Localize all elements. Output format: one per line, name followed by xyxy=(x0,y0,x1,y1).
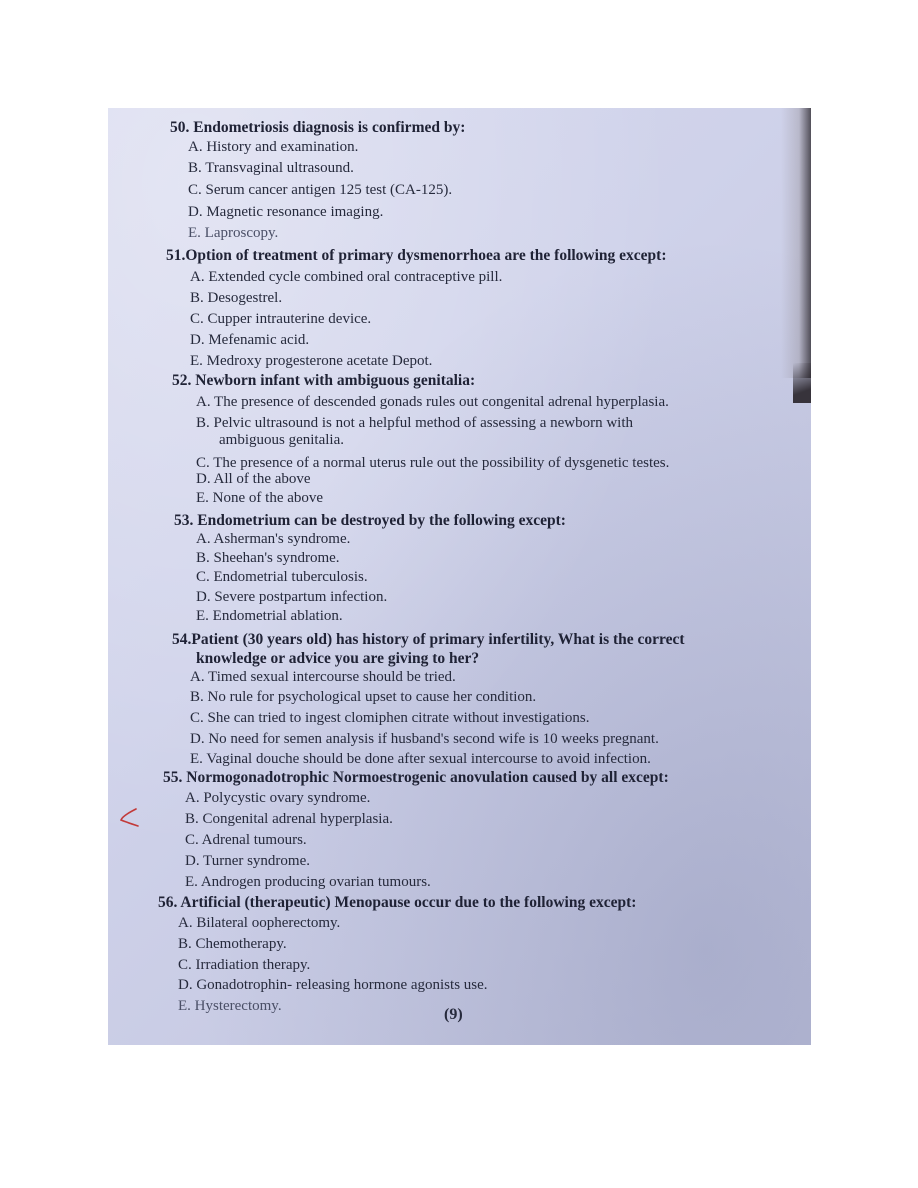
question-53-option-d: D. Severe postpartum infection. xyxy=(196,589,388,605)
question-55-title: 55. Normogonadotrophic Normoestrogenic anovulation caused by all except: xyxy=(163,769,669,786)
question-55-option-b: B. Congenital adrenal hyperplasia. xyxy=(185,811,393,827)
question-53-option-a: A. Asherman's syndrome. xyxy=(196,531,351,547)
question-53-title: 53. Endometrium can be destroyed by the following except: xyxy=(174,512,566,529)
pen-mark-icon xyxy=(116,805,142,831)
question-52-option-b: B. Pelvic ultrasound is not a helpful method of assessing a newborn with xyxy=(196,415,634,431)
question-54-title: 54.Patient (30 years old) has history of primary infertility, What is the correct xyxy=(172,631,685,648)
question-55-option-a: A. Polycystic ovary syndrome. xyxy=(185,790,371,806)
question-55-option-e: E. Androgen producing ovarian tumours. xyxy=(185,874,431,890)
question-51-option-b: B. Desogestrel. xyxy=(190,290,283,306)
question-52-option-d: D. All of the above xyxy=(196,471,311,487)
question-54-title-continued: knowledge or advice you are giving to her? xyxy=(196,650,480,667)
question-54-option-b: B. No rule for psychological upset to cause her condition. xyxy=(190,689,537,705)
question-50-option-b: B. Transvaginal ultrasound. xyxy=(188,160,354,176)
question-52-option-e: E. None of the above xyxy=(196,490,324,506)
question-56-option-a: A. Bilateral oopherectomy. xyxy=(178,915,341,931)
question-54-option-c: C. She can tried to ingest clomiphen citrate without investigations. xyxy=(190,710,590,726)
question-56-option-c: C. Irradiation therapy. xyxy=(178,957,311,973)
question-56-option-d: D. Gonadotrophin- releasing hormone agonists use. xyxy=(178,977,488,993)
question-55-option-d: D. Turner syndrome. xyxy=(185,853,311,869)
question-50-option-d: D. Magnetic resonance imaging. xyxy=(188,204,384,220)
question-50-title: 50. Endometriosis diagnosis is confirmed by: xyxy=(170,119,466,136)
question-50-option-c: C. Serum cancer antigen 125 test (CA-125). xyxy=(188,182,453,198)
question-53-option-b: B. Sheehan's syndrome. xyxy=(196,550,340,566)
question-51-option-e: E. Medroxy progesterone acetate Depot. xyxy=(190,353,433,369)
question-52-option-c: C. The presence of a normal uterus rule out the possibility of dysgenetic testes. xyxy=(196,455,670,471)
question-50-option-e: E. Laproscopy. xyxy=(188,225,279,241)
question-52-title: 52. Newborn infant with ambiguous genitalia: xyxy=(172,372,476,389)
question-54-option-e: E. Vaginal douche should be done after sexual intercourse to avoid infection. xyxy=(190,751,651,767)
question-52-option-a: A. The presence of descended gonads rules out congenital adrenal hyperplasia. xyxy=(196,394,669,410)
question-51-option-a: A. Extended cycle combined oral contraceptive pill. xyxy=(190,269,503,285)
question-50-option-a: A. History and examination. xyxy=(188,139,359,155)
question-51-title: 51.Option of treatment of primary dysmenorrhoea are the following except: xyxy=(166,247,667,264)
question-51-option-d: D. Mefenamic acid. xyxy=(190,332,310,348)
question-56-option-b: B. Chemotherapy. xyxy=(178,936,287,952)
question-56-title: 56. Artificial (therapeutic) Menopause occur due to the following except: xyxy=(158,894,637,911)
question-54-option-a: A. Timed sexual intercourse should be tried. xyxy=(190,669,456,685)
photographed-exam-page xyxy=(108,108,811,1045)
question-53-option-c: C. Endometrial tuberculosis. xyxy=(196,569,368,585)
question-55-option-c: C. Adrenal tumours. xyxy=(185,832,307,848)
question-52-option-b-continued: ambiguous genitalia. xyxy=(219,432,344,448)
question-51-option-c: C. Cupper intrauterine device. xyxy=(190,311,372,327)
exam-content xyxy=(108,108,811,1045)
question-56-option-e: E. Hysterectomy. xyxy=(178,998,282,1014)
page-number: (9) xyxy=(444,1006,463,1023)
question-54-option-d: D. No need for semen analysis if husband's second wife is 10 weeks pregnant. xyxy=(190,731,659,747)
question-53-option-e: E. Endometrial ablation. xyxy=(196,608,343,624)
